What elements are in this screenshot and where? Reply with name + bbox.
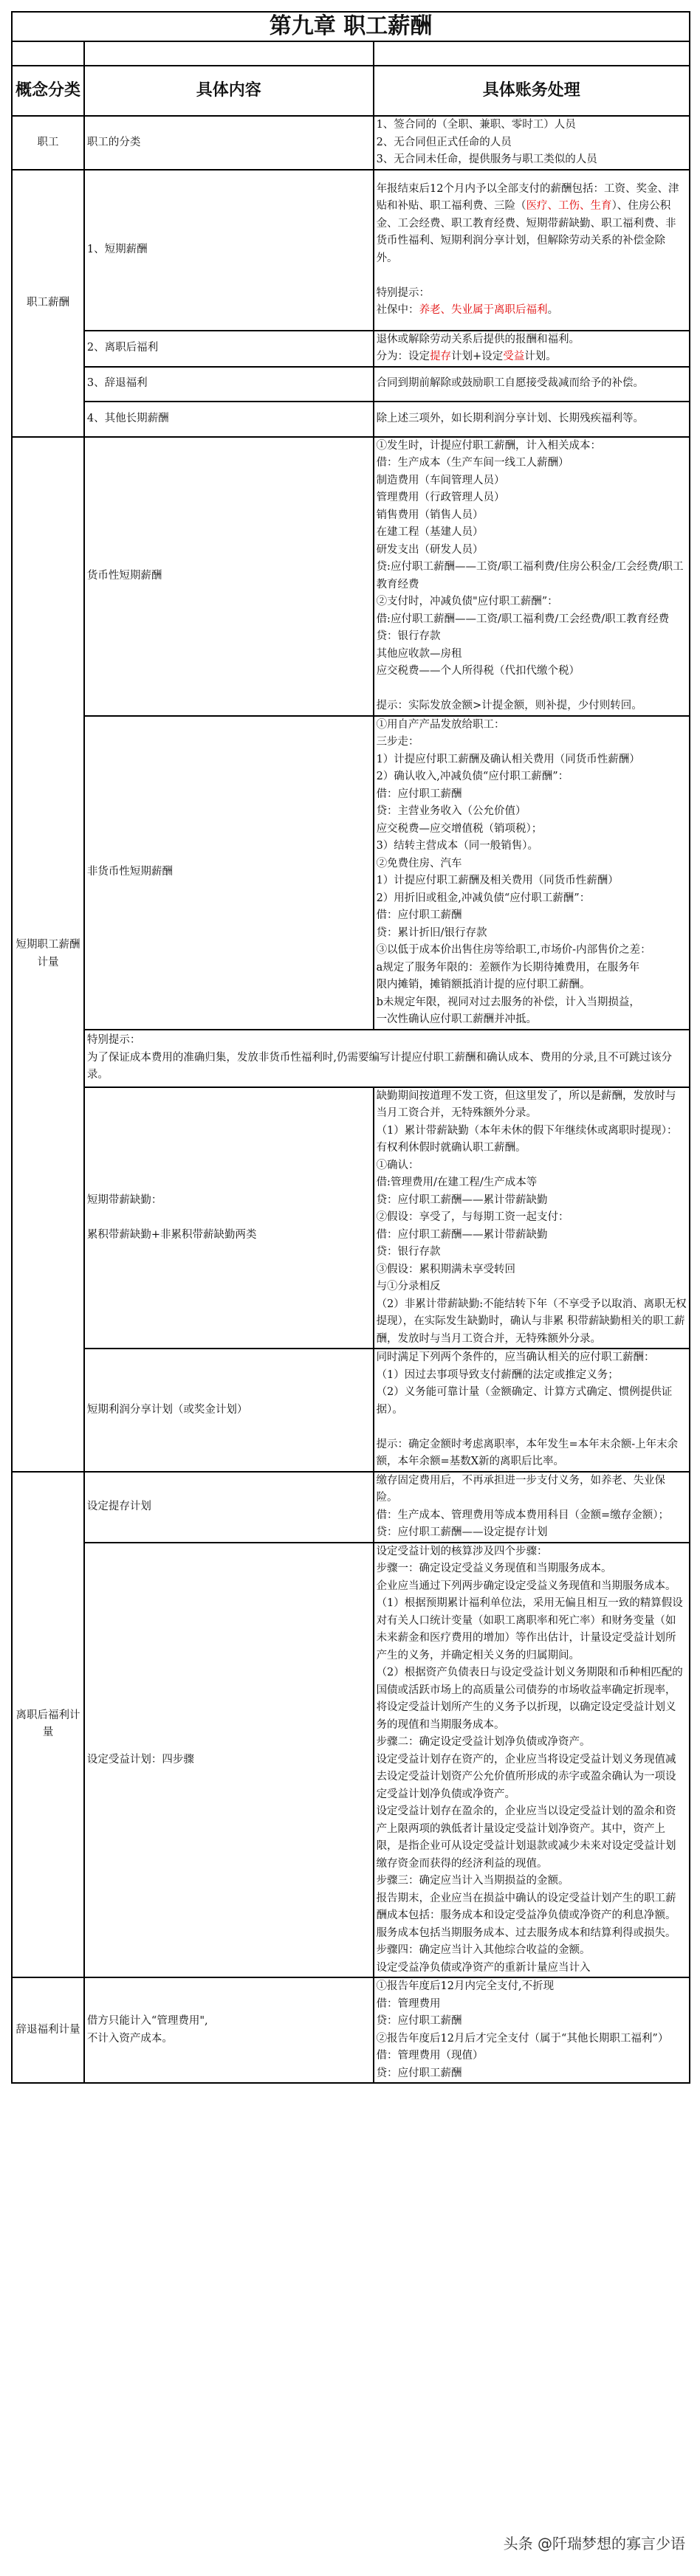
text-line: 贷：应付职工薪酬	[376, 2067, 462, 2079]
text-line: 与①分录相反	[376, 1281, 441, 1292]
text-line: 借：应付职工薪酬	[376, 788, 462, 800]
content-cell: 货币性短期薪酬	[84, 437, 374, 716]
text-line: 借：生产成本（生产车间一线工人薪酬）	[376, 457, 569, 469]
text-line: 设定受益净负债或净资产的重新计量应当计入	[376, 1961, 591, 1974]
category-cell: 短期职工薪酬计量	[12, 437, 84, 1472]
accounting-cell	[374, 1977, 690, 2083]
text-line: 设定受益计划存在盈余的，企业应当以设定受益计划的盈余和资产上限两项的孰低者计量设定受益计划净资产。其中，资产上限，是指企业可从设定受益计划退款或减少未来对设定受益计划缴存资金而获得的经济利益的现值。	[376, 1805, 676, 1870]
table-row	[12, 437, 690, 716]
content-cell: 1、短期薪酬	[84, 170, 374, 331]
tip-text: 为了保证成本费用的准确归集，发放非货币性福利时,仍需要编写计提应付职工薪酬和确认成本、费用的分录,且不可跳过该分录。	[86, 1051, 673, 1081]
accounting-cell	[374, 331, 690, 367]
text: 分为：设定	[376, 351, 430, 362]
text-line: 步骤三：确定应当计入当期损益的金额。	[376, 1875, 569, 1887]
accounting-cell	[374, 116, 690, 170]
content-cell: 设定提存计划	[84, 1472, 374, 1543]
text-line: ③以低于成本价出售住房等给职工,市场价-内部售价之差：	[376, 944, 651, 956]
tip-label: 特别提示：	[376, 286, 430, 299]
text-line: 贷：累计折旧/银行存款	[376, 926, 487, 939]
special-tip-cell	[84, 1030, 690, 1087]
content-cell: 职工的分类	[84, 116, 374, 170]
text-line: ③假设：累积期满未享受转回	[376, 1263, 516, 1275]
text: 计划+设定	[451, 351, 504, 362]
text-line: 贷：应付职工薪酬——设定提存计划	[376, 1526, 548, 1538]
category-cell: 职工薪酬	[12, 170, 84, 437]
text-line: 三步走：	[376, 736, 419, 748]
table-row	[12, 1087, 690, 1349]
text: 。	[547, 304, 559, 316]
header-category: 概念分类	[12, 66, 84, 116]
text-line: 3）结转主营成本（同一般销售）。	[376, 840, 539, 852]
text-line: 借：应付职工薪酬	[376, 909, 462, 921]
text: 年报结束后12个月内予以全部支付的薪酬包括：工资、奖金、津贴和补贴、职工福利费、三险（	[376, 182, 679, 212]
header-content: 具体内容	[84, 66, 374, 116]
content-cell	[84, 1977, 374, 2083]
accounting-cell	[374, 1472, 690, 1543]
text-line: 其他应收款—房租	[376, 647, 462, 660]
table-row	[12, 116, 690, 170]
accounting-cell	[374, 437, 690, 716]
accounting-cell	[374, 1349, 690, 1472]
text-line: 设定受益计划的核算涉及四个步骤：	[376, 1545, 548, 1557]
text-line: 服务成本包括当期服务成本、过去服务成本和结算利得或损失。步骤四：确定应当计入其他综合收益的金额。	[376, 1926, 676, 1956]
text-line: （2）根据资产负债表日与设定受益计划义务期限和币种相匹配的国债或活跃市场上的高质量公司债券的市场收益率确定折现率，将设定受益计划所产生的义务予以折现，以确定设定受益计划义务的现值和当期服务成本。	[376, 1667, 683, 1731]
text-line: ②免费住房、汽车	[376, 857, 462, 869]
accounting-cell	[374, 1543, 690, 1978]
text-line: b未规定年限，视同对过去服务的补偿，计入当期损益，	[376, 996, 640, 1008]
accounting-cell	[374, 1087, 690, 1349]
header-accounting: 具体账务处理	[374, 66, 690, 116]
text-line: 企业应当通过下列两步确定设定受益义务现值和当期服务成本。	[376, 1580, 676, 1592]
text-line: 借:管理费用/在建工程/生产成本等	[376, 1177, 538, 1188]
text-line: 提示：实际发放金额>计提金额，则补提，少付则转回。	[376, 700, 642, 712]
table-row	[12, 1472, 690, 1543]
text-line: 一次性确认应付职工薪酬并冲抵。	[376, 1013, 538, 1025]
accounting-cell	[374, 716, 690, 1030]
text: 计划。	[524, 351, 557, 362]
text-line: 2）确认收入,冲减负债“应付职工薪酬”：	[376, 771, 569, 782]
text-line: 2、无合同但正式任命的人员	[376, 136, 512, 148]
text-line	[377, 1419, 687, 1436]
text-line: （1）根据预期累计福利单位法，采用无偏且相互一致的精算假设对有关人口统计变量（如职工离职率和死亡率）和财务变量（如未来薪金和医疗费用的增加）等作出估计，计量设定受益计划所产生的义务，并确定相关义务的归属期间。	[376, 1597, 683, 1661]
text-line: 贷：主营业务收入（公允价值）	[376, 805, 526, 817]
text-line: 贷：银行存款	[376, 1246, 441, 1258]
text-line: 在建工程（基建人员）	[376, 526, 484, 538]
category-cell: 职工	[12, 116, 84, 170]
text-line: ②假设：享受了，与每期工资一起支付：	[376, 1211, 569, 1223]
text-line: 1）计提应付职工薪酬及相关费用（同货币性薪酬）	[376, 875, 619, 886]
text-line: 贷：银行存款	[376, 630, 441, 642]
text-line: ①报告年度后12月内完全支付,不折现	[376, 1980, 555, 1992]
text-line: 1）计提应付职工薪酬及确认相关费用（同货币性薪酬）	[376, 753, 640, 765]
chapter-table	[11, 11, 690, 2084]
text-line: 2）用折旧或租金,冲减负债“应付职工薪酬”：	[376, 892, 591, 904]
text-line: （2）义务能可靠计量（金额确定、计算方式确定、惯例提供证据）。	[376, 1386, 673, 1416]
text-line: 管理费用（行政管理人员）	[376, 492, 505, 503]
category-cell: 离职后福利计量	[12, 1472, 84, 1978]
accounting-cell: 合同到期前解除或鼓励职工自愿接受裁减而给予的补偿。	[374, 367, 690, 402]
table-row	[12, 1030, 690, 1087]
table-row	[12, 331, 690, 367]
text-line: 应交税费—应交增值税（销项税）；	[376, 822, 543, 835]
page-title: 第九章 职工薪酬	[12, 12, 690, 41]
content-cell: 4、其他长期薪酬	[84, 402, 374, 437]
empty-cell	[374, 41, 690, 66]
accounting-cell: 除上述三项外，如长期利润分享计划、长期残疾福利等。	[374, 402, 690, 437]
text-line: 限内摊销，摊销额抵消计提的应付职工薪酬。	[376, 979, 591, 991]
text-line: 贷：应付职工薪酬——累计带薪缺勤	[376, 1194, 548, 1206]
text-line: 缴存固定费用后，不再承担进一步支付义务，如养老、失业保险。	[376, 1474, 666, 1504]
text-line: （1）累计带薪缺勤（本年未休的假下年继续休或离职时提现）：有权利休假时就确认职工薪酬。	[376, 1124, 678, 1154]
text-line: 报告期末，企业应当在损益中确认的设定受益计划产生的职工薪酬成本包括：服务成本和设定受益净负债或净资产的利息净额。	[376, 1892, 676, 1921]
text: 社保中：	[376, 304, 419, 316]
text-line: 借：管理费用（现值）	[376, 2050, 484, 2062]
table-row	[12, 402, 690, 437]
text-line: ①确认：	[376, 1159, 419, 1171]
text-line: 研发支出（研发人员）	[376, 543, 484, 556]
text-line: 借：管理费用	[376, 1997, 441, 2010]
empty-cell	[12, 41, 84, 66]
emphasis-text: 提存	[430, 351, 452, 362]
content-cell: 2、离职后福利	[84, 331, 374, 367]
text-line: 1、签合同的（全职、兼职、零时工）人员	[376, 119, 576, 131]
text-line: 贷：应付职工薪酬	[376, 2015, 462, 2027]
text-line: （1）因过去事项导致支付薪酬的法定或推定义务；	[376, 1368, 619, 1381]
text-line: 借:应付职工薪酬——工资/职工福利费/工会经费/职工教育经费	[376, 613, 670, 625]
text-line: 步骤二：确定设定受益计划净负债或净资产。	[376, 1736, 591, 1748]
text-line: 步骤一：确定设定受益义务现值和当期服务成本。	[376, 1563, 612, 1574]
text-line: 借：应付职工薪酬——累计带薪缺勤	[376, 1228, 548, 1241]
category-cell: 辞退福利计量	[12, 1977, 84, 2083]
empty-cell	[84, 41, 374, 66]
content-cell	[84, 1087, 374, 1349]
text-line: 借方只能计入“管理费用",	[86, 2015, 208, 2027]
content-cell: 3、辞退福利	[84, 367, 374, 402]
text-line: 贷:应付职工薪酬——工资/职工福利费/住房公积金/工会经费/职工教育经费	[376, 561, 684, 590]
watermark: 头条 @阡瑞梦想的寡言少语	[503, 2535, 685, 2552]
text-line	[377, 681, 687, 698]
text-line: ②报告年度后12月后才完全支付（属于“其他长期职工福利”）	[376, 2032, 669, 2045]
text-line: 同时满足下列两个条件的，应当确认相关的应付职工薪酬：	[376, 1351, 655, 1363]
text-line: 3、无合同未任命，提供服务与职工类似的人员	[376, 154, 597, 165]
emphasis-text: 养老、失业属于离职后福利	[419, 304, 548, 316]
text-line: 销售费用（销售人员）	[376, 509, 484, 521]
text-line: 累积带薪缺勤+非累积带薪缺勤两类	[86, 1228, 257, 1241]
text-line: 提示：确定金额时考虑离职率，本年发生=本年末余额-上年末余额，本年余额=基数X新的离职后比率。	[376, 1438, 679, 1467]
spacer	[87, 1209, 371, 1227]
text-line: ①用自产产品发放给职工：	[376, 718, 505, 731]
text-line: 不计入资产成本。	[86, 2032, 173, 2045]
table-row	[12, 1977, 690, 2083]
table-row	[12, 716, 690, 1030]
content-cell: 短期利润分享计划（或奖金计划）	[84, 1349, 374, 1472]
content-cell: 设定受益计划：四步骤	[84, 1543, 374, 1978]
table-row	[12, 170, 690, 331]
table-row	[12, 1543, 690, 1978]
emphasis-text: 医疗、工伤、生育	[526, 200, 612, 212]
content-cell: 非货币性短期薪酬	[84, 716, 374, 1030]
text-line: a规定了服务年限的：差额作为长期待摊费用，在服务年	[376, 961, 640, 974]
table-row	[12, 367, 690, 402]
text-line: 短期带薪缺勤：	[86, 1194, 162, 1206]
text-line: （2）非累计带薪缺勤:不能结转下年（不享受予以取消、离职无权提现），在实际发生缺勤时，确认与非累 积带薪缺勤相关的职工薪酬，发放时与当月工资合并，无特殊额外分录。	[376, 1298, 687, 1345]
text-line: 缺勤期间按道理不发工资，但这里发了，所以是薪酬，发放时与当月工资合并，无特殊额外分录。	[376, 1089, 676, 1119]
text-line: 应交税费——个人所得税（代扣代缴个税）	[376, 665, 580, 677]
text-line: ②支付时，冲减负债"应付职工薪酬”：	[376, 596, 558, 607]
spacer	[377, 267, 687, 285]
text-line: ①发生时，计提应付职工薪酬，计入相关成本：	[376, 439, 602, 452]
text-line: 退休或解除劳动关系后提供的报酬和福利。	[376, 333, 580, 345]
text-line: 借：生产成本、管理费用等成本费用科目（金额=缴存金额）；	[376, 1509, 669, 1521]
accounting-cell	[374, 170, 690, 331]
tip-label: 特别提示：	[86, 1034, 141, 1047]
table-row	[12, 1349, 690, 1472]
emphasis-text: 受益	[503, 351, 525, 362]
text: ）、住房公积金、工会经费、职工教育经费、短期带薪缺勤、职工福利费、非货币性福利、短期利润分享计划，但解除劳动关系的补偿金除外。	[376, 200, 676, 264]
text-line: 设定受益计划存在资产的，企业应当将设定受益计划义务现值减去设定受益计划资产公允价值所形成的赤字或盈余确认为一项设定受益计划净负债或净资产。	[376, 1753, 676, 1800]
text-line: 制造费用（车间管理人员）	[376, 474, 505, 486]
